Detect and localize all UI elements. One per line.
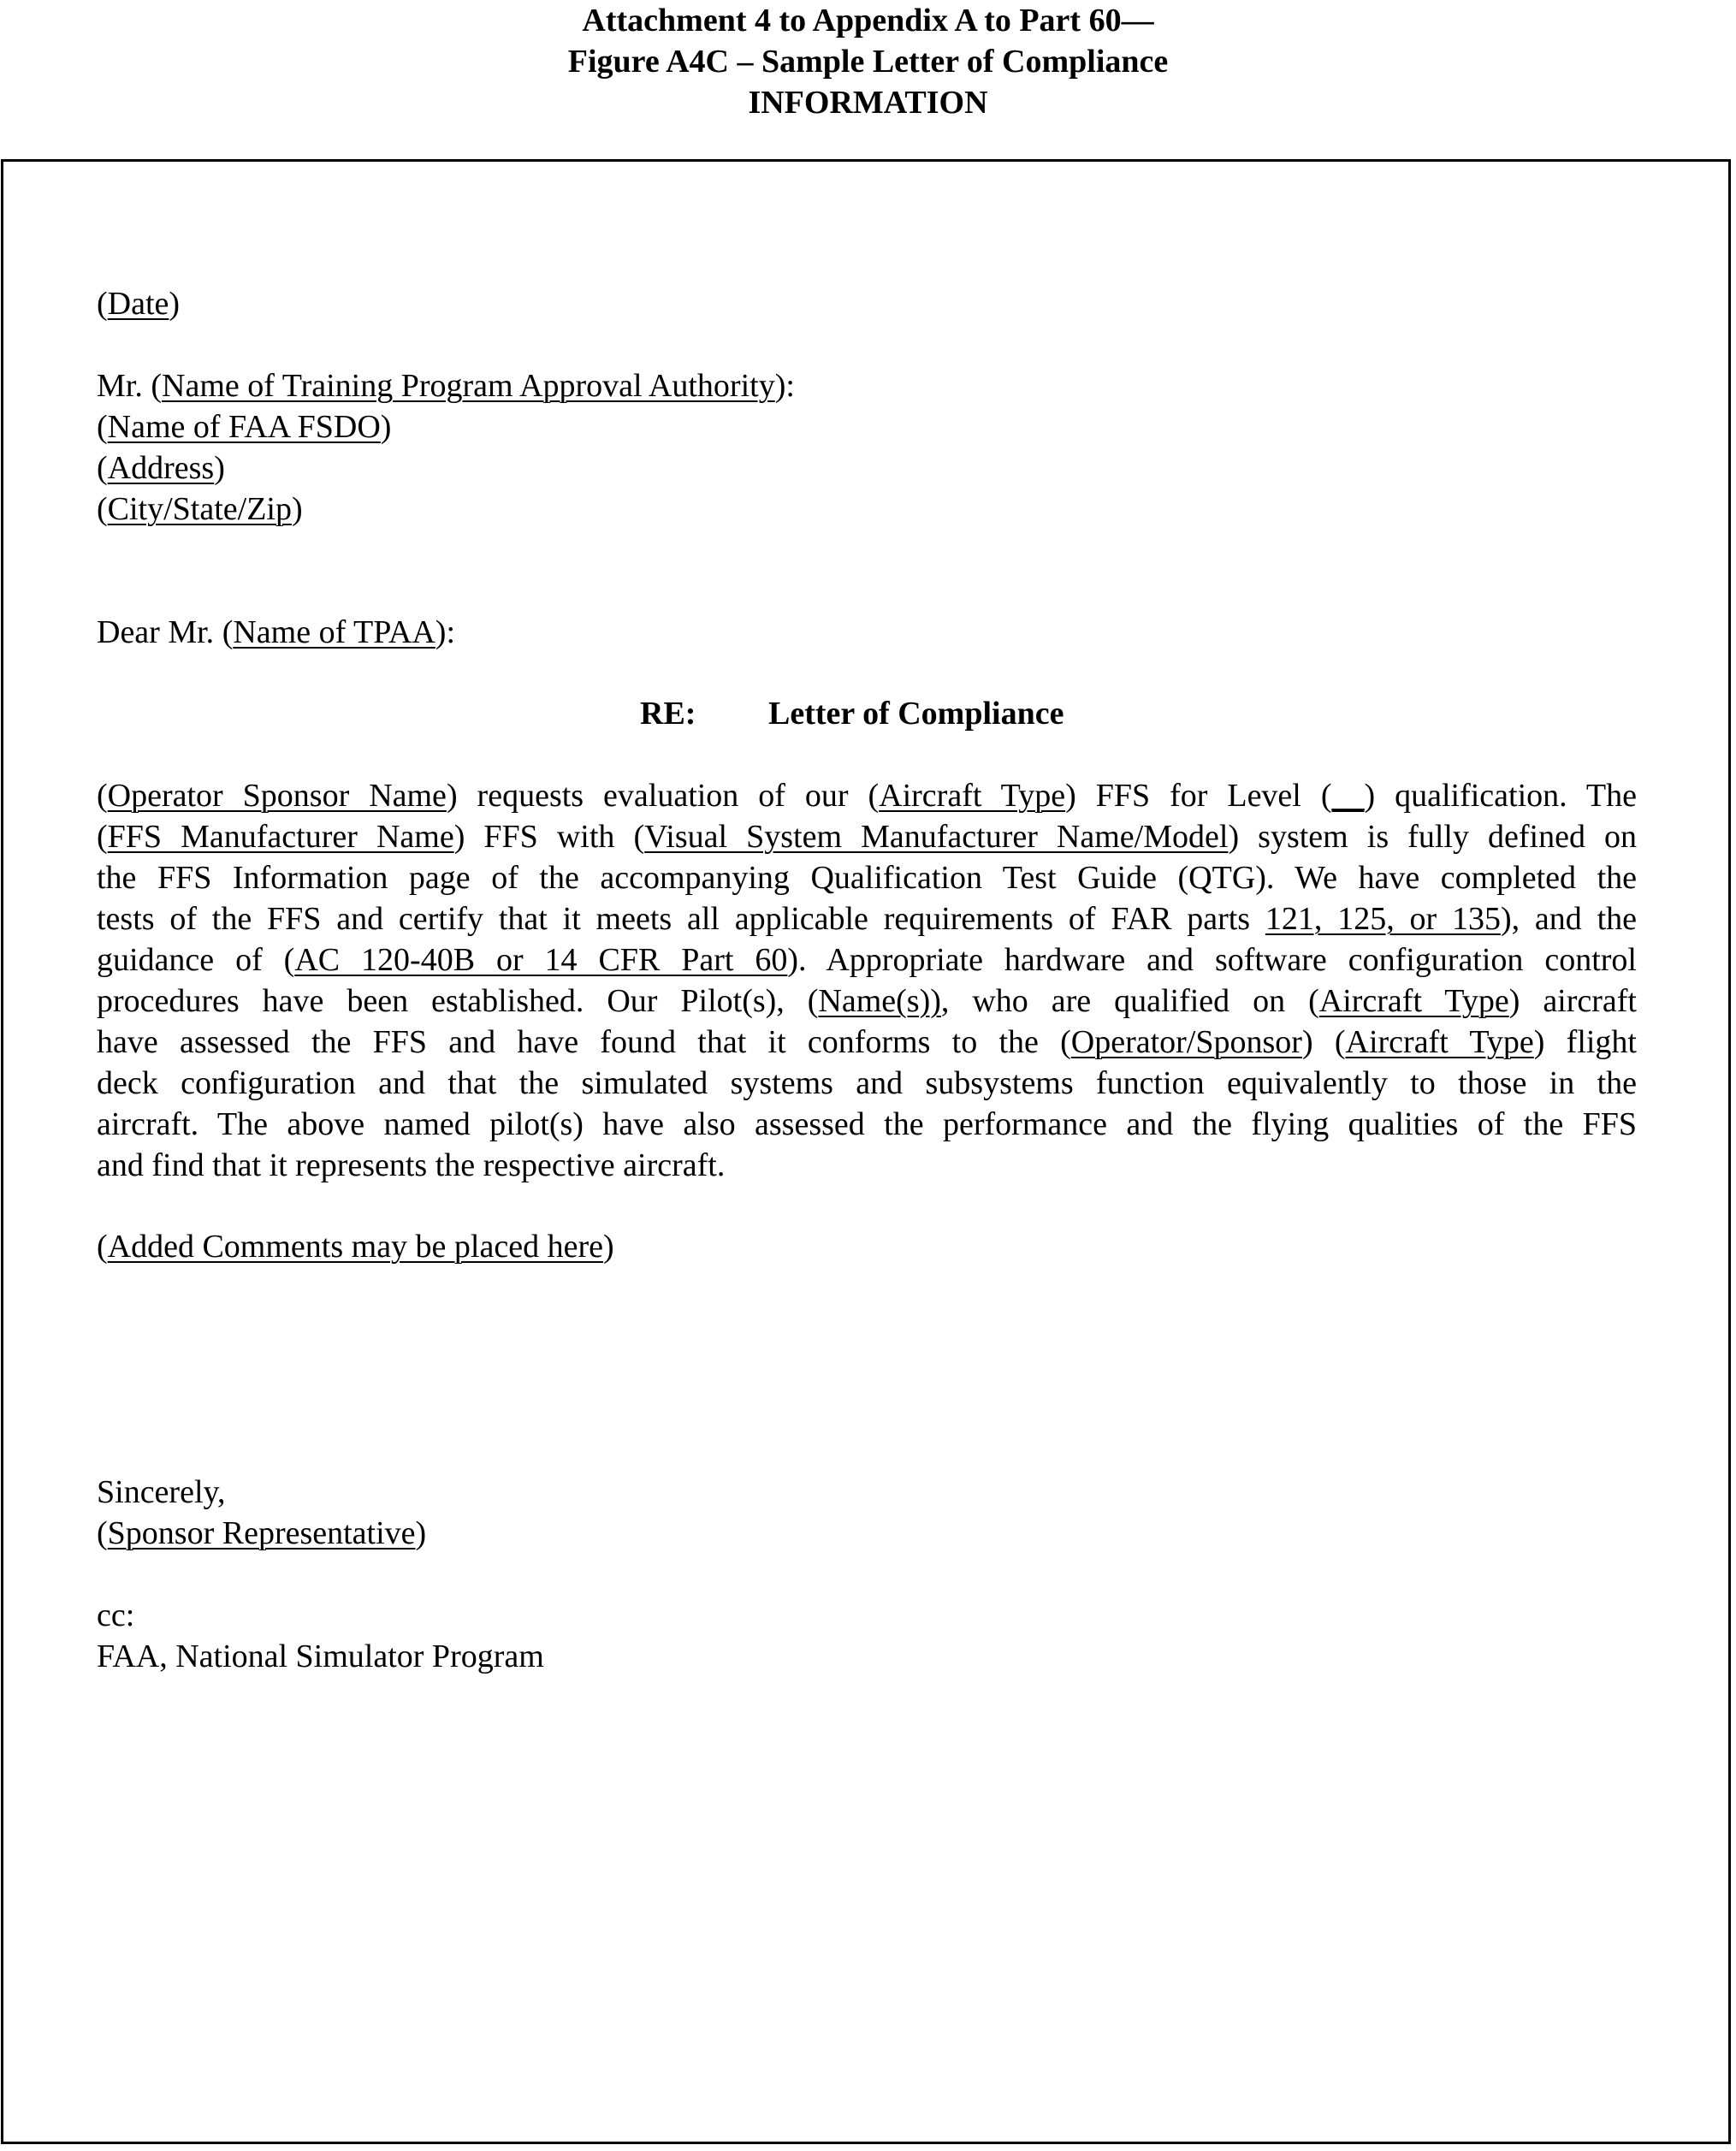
body-text-2: ) FFS for Level (: [1065, 778, 1332, 814]
body-text-12: , who are qualified on (: [940, 983, 1319, 1019]
names-placeholder: Name(s)): [818, 983, 941, 1019]
salutation-line: Dear Mr. (Name of TPAA):: [97, 614, 456, 650]
operator-sponsor-name-placeholder: Operator Sponsor Name: [107, 778, 447, 814]
header-line-3: INFORMATION: [748, 85, 988, 121]
body-line-4: [97, 898, 1637, 939]
salutation-name-placeholder: Name of TPAA: [233, 614, 435, 650]
closing-text: Sincerely,: [97, 1474, 226, 1510]
body-paragraph: [97, 775, 1637, 1186]
sponsor-representative-placeholder: Sponsor Representative: [107, 1515, 416, 1551]
operator-sponsor-placeholder: Operator/Sponsor: [1070, 1024, 1302, 1060]
aircraft-type-placeholder: Aircraft Type: [879, 778, 1066, 814]
sponsor-representative-line: (Sponsor Representative): [97, 1515, 427, 1551]
address-placeholder: Address: [107, 450, 215, 486]
body-line-9: aircraft. The above named pilot(s) have also assessed the performance and the flying qualities of the FFS: [97, 1106, 1637, 1142]
body-text-14: have assessed the FFS and have found that it conforms to the (: [97, 1024, 1071, 1060]
body-text-10: ). Appropriate hardware and software configuration control: [787, 942, 1637, 978]
body-text-15: ) (: [1301, 1024, 1346, 1060]
re-label: RE:: [640, 696, 696, 732]
body-line-3: the FFS Information page of the accompanying Qualification Test Guide (QTG). We have completed the: [97, 860, 1637, 896]
header-line-2: Figure A4C – Sample Letter of Compliance: [567, 44, 1169, 80]
ffs-manufacturer-placeholder: FFS Manufacturer Name: [107, 819, 454, 855]
document-header: [0, 0, 1736, 123]
body-line-2: (FFS Manufacturer Name) FFS with (Visual System Manufacturer Name/Model) system is fully defined on: [97, 819, 1637, 855]
address-line: (Address): [97, 450, 225, 486]
aircraft-type-placeholder-2: Aircraft Type: [1318, 983, 1509, 1019]
visual-system-placeholder: Visual System Manufacturer Name/Model: [644, 819, 1229, 855]
address-block: [97, 365, 1637, 530]
body-text-4: ) FFS with (: [453, 819, 645, 855]
body-line-7: [97, 1022, 1637, 1063]
city-state-zip-line: (City/State/Zip): [97, 491, 303, 527]
body-text-16: ) flight: [1533, 1024, 1637, 1060]
cc-recipient: FAA, National Simulator Program: [97, 1638, 544, 1674]
body-line-6: [97, 981, 1637, 1022]
body-line-8: deck configuration and that the simulated systems and subsystems function equivalently to those in the: [97, 1065, 1637, 1101]
aircraft-type-placeholder-3: Aircraft Type: [1345, 1024, 1534, 1060]
body-text-13: ) aircraft: [1508, 983, 1637, 1019]
added-comments-placeholder: Added Comments may be placed here: [107, 1229, 603, 1265]
far-parts-placeholder: 121, 125, or 135: [1265, 901, 1501, 937]
recipient-prefix: Mr.: [97, 368, 151, 404]
body-text-7: tests of the FFS and certify that it meets all applicable requirements of FAR parts: [97, 901, 1265, 937]
date-line: (Date): [97, 286, 181, 322]
body-line-5: [97, 939, 1637, 981]
closing-block: [97, 1472, 1637, 1554]
cc-label: cc:: [97, 1597, 135, 1633]
body-text-9: guidance of (: [97, 942, 295, 978]
body-text-8: ), and the: [1500, 901, 1637, 937]
body-text-11: procedures have been established. Our Pilot(s), (: [97, 983, 819, 1019]
guidance-placeholder: AC 120-40B or 14 CFR Part 60: [294, 942, 788, 978]
body-text-5: ) system is fully defined on: [1228, 819, 1637, 855]
body-text-3: ) qualification. The: [1364, 778, 1637, 814]
re-subject: Letter of Compliance: [768, 696, 1064, 732]
recipient-name-placeholder: Name of Training Program Approval Authority: [162, 368, 775, 404]
level-blank: __: [1331, 778, 1365, 814]
added-comments-line: (Added Comments may be placed here): [97, 1229, 614, 1265]
date-placeholder: Date: [107, 286, 169, 322]
city-state-zip-placeholder: City/State/Zip: [107, 491, 292, 527]
body-text-1: ) requests evaluation of our (: [446, 778, 880, 814]
body-line-1: (Operator Sponsor Name) requests evaluation of our (Aircraft Type) FFS for Level (__) qualification. The: [97, 778, 1637, 814]
recipient-line: Mr. (Name of Training Program Approval Authority):: [97, 368, 795, 404]
fsdo-line: (Name of FAA FSDO): [97, 409, 392, 445]
fsdo-placeholder: Name of FAA FSDO: [107, 409, 381, 445]
re-line: [640, 693, 1064, 734]
salutation-prefix: Dear Mr.: [97, 614, 222, 650]
header-line-1: Attachment 4 to Appendix A to Part 60—: [582, 3, 1154, 39]
body-line-10: and find that it represents the respective aircraft.: [97, 1147, 726, 1183]
cc-block: [97, 1595, 1637, 1677]
